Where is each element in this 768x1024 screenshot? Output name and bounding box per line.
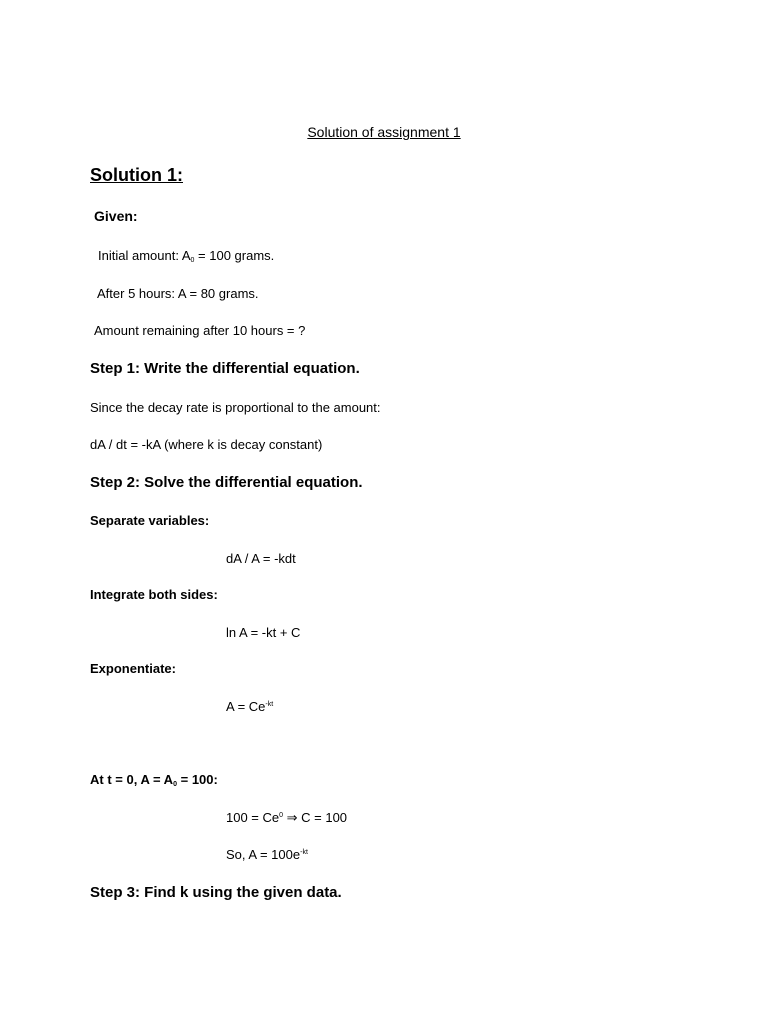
- exp-eq-base: A = Ce: [226, 699, 266, 714]
- solution-heading: Solution 1:: [90, 165, 183, 185]
- given-after-5-hours: After 5 hours: A = 80 grams.: [97, 286, 259, 301]
- initial-condition-label: [90, 773, 218, 786]
- given-initial-subscript: 0: [190, 257, 195, 264]
- given-label: Given:: [94, 208, 138, 224]
- given-question: Amount remaining after 10 hours = ?: [94, 323, 306, 338]
- step1-heading: Step 1: Write the differential equation.: [90, 360, 360, 377]
- solution-equation: [226, 848, 308, 861]
- integrate-label: Integrate both sides:: [90, 587, 218, 602]
- step1-text: Since the decay rate is proportional to the amount:: [90, 400, 381, 415]
- exponentiate-label: Exponentiate:: [90, 661, 176, 676]
- so-eq-superscript: -kt: [300, 849, 308, 856]
- c-eq-superscript: 0: [279, 812, 284, 819]
- given-initial-prefix: Initial amount: A: [98, 248, 191, 263]
- c-eq-prefix: 100 = Ce: [226, 810, 280, 825]
- step2-heading: Step 2: Solve the differential equation.: [90, 474, 363, 491]
- document-title: Solution of assignment 1: [307, 124, 461, 140]
- initial-condition-subscript: 0: [173, 781, 177, 788]
- exp-eq-superscript: -kt: [265, 701, 274, 708]
- initial-condition-prefix: At t = 0, A = A: [90, 772, 174, 787]
- exponentiate-equation: [226, 700, 273, 713]
- constant-equation: [226, 811, 347, 824]
- given-initial-amount: [98, 249, 274, 262]
- separate-variables-label: Separate variables:: [90, 513, 210, 528]
- initial-condition-suffix: = 100:: [180, 772, 218, 787]
- separate-variables-equation: dA / A = -kdt: [226, 551, 296, 566]
- c-eq-suffix: ⇒ C = 100: [283, 810, 348, 825]
- step3-heading: Step 3: Find k using the given data.: [90, 884, 342, 901]
- step1-equation: dA / dt = -kA (where k is decay constant): [90, 437, 323, 452]
- so-eq-base: So, A = 100e: [226, 847, 301, 862]
- given-initial-suffix: = 100 grams.: [198, 248, 275, 263]
- integrate-equation: ln A = -kt + C: [226, 625, 301, 640]
